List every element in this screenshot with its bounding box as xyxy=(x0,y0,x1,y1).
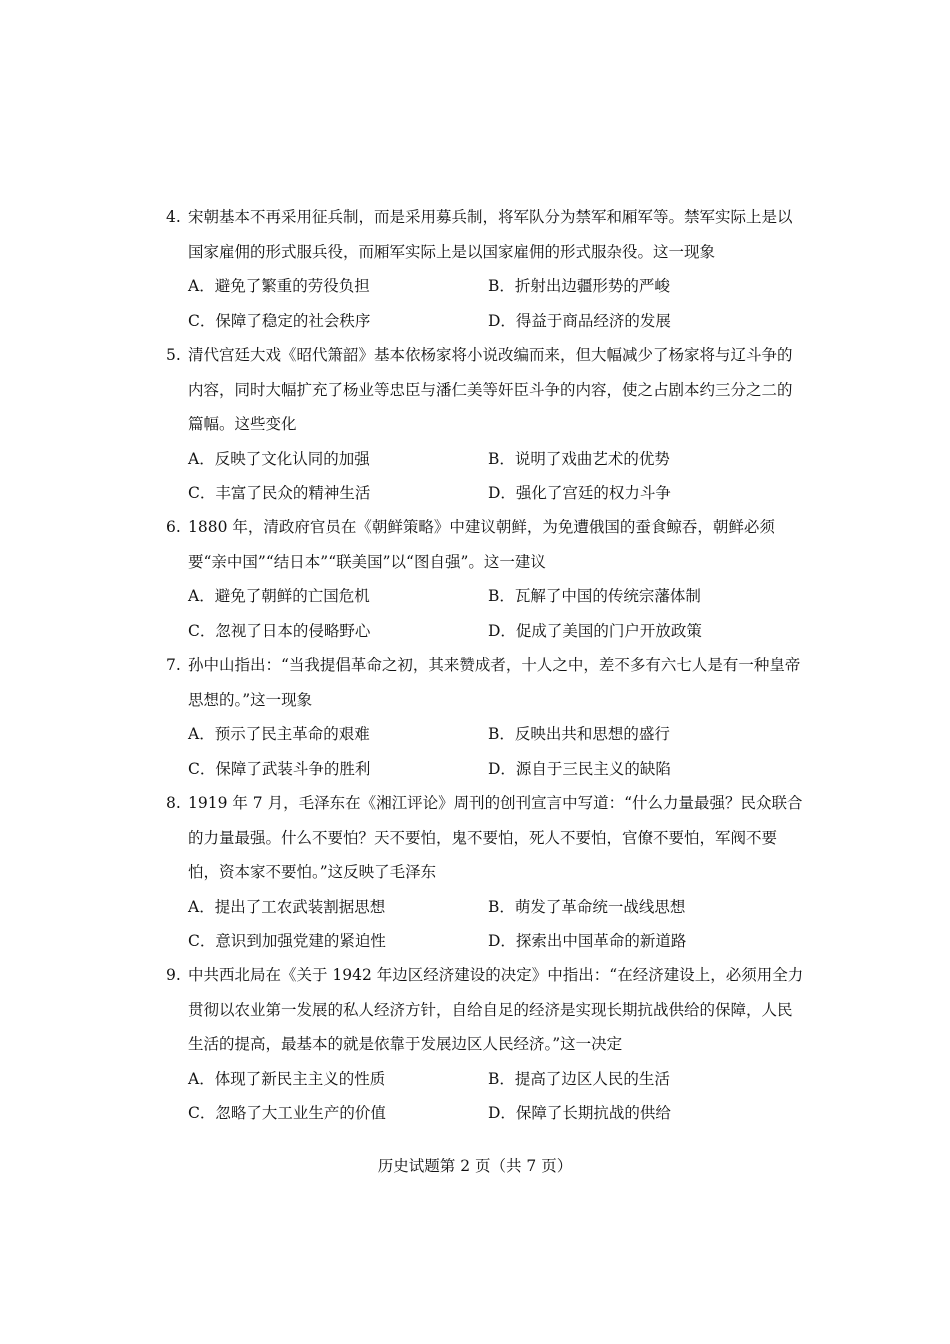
option-a: A．反映了文化认同的加强 xyxy=(188,449,370,468)
options xyxy=(188,1062,806,1131)
option-c: C．意识到加强党建的紧迫性 xyxy=(188,932,386,950)
question-4 xyxy=(166,200,806,338)
option-c: C．忽略了大工业生产的价值 xyxy=(188,1104,386,1122)
question-stem: 1919 年 7 月，毛泽东在《湘江评论》周刊的创刊宣言中写道：“什么力量最强？民众联合的力量最强。什么不要怕？天不要怕，鬼不要怕，死人不要怕，官僚不要怕，军阀不要怕，资本家不要怕。”这反映了毛泽东 xyxy=(188,794,803,881)
option-d: D．强化了宫廷的权力斗争 xyxy=(488,484,671,502)
option-d: D．促成了美国的门户开放政策 xyxy=(488,621,702,640)
option-b: B．折射出边疆形势的严峻 xyxy=(488,277,670,295)
option-c: C．丰富了民众的精神生活 xyxy=(188,484,371,502)
question-stem: 孙中山指出：“当我提倡革命之初，其来赞成者，十人之中，差不多有六七人是有一种皇帝思想的。”这一现象 xyxy=(188,656,801,709)
option-a: A．避免了繁重的劳役负担 xyxy=(188,277,370,295)
question-stem: 中共西北局在《关于 1942 年边区经济建设的决定》中指出：“在经济建设上，必须用全力贯彻以农业第一发展的私人经济方针，自给自足的经济是实现长期抗战供给的保障，人民生活的提高，最基本的就是依靠于发展边区人民经济。”这一决定 xyxy=(188,966,804,1053)
option-b: B．反映出共和思想的盛行 xyxy=(488,725,670,743)
question-stem: 宋朝基本不再采用征兵制，而是采用募兵制，将军队分为禁军和厢军等。禁军实际上是以国家雇佣的形式服兵役，而厢军实际上是以国家雇佣的形式服杂役。这一现象 xyxy=(188,208,793,261)
option-d: D．得益于商品经济的发展 xyxy=(488,311,671,330)
option-a: A．体现了新民主主义的性质 xyxy=(188,1069,386,1088)
option-c: C．保障了武装斗争的胜利 xyxy=(188,759,371,778)
option-d: D．保障了长期抗战的供给 xyxy=(488,1104,671,1122)
question-number: 6. xyxy=(166,518,181,536)
option-a: A．预示了民主革命的艰难 xyxy=(188,725,370,743)
option-b: B．说明了戏曲艺术的优势 xyxy=(488,449,670,468)
option-c: C．保障了稳定的社会秩序 xyxy=(188,311,371,330)
question-number: 8. xyxy=(166,794,181,812)
question-stem: 1880 年，清政府官员在《朝鲜策略》中建议朝鲜，为免遭俄国的蚕食鲸吞，朝鲜必须要“亲中国”“结日本”“联美国”以“图自强”。这一建议 xyxy=(188,518,775,571)
option-c: C．忽视了日本的侵略野心 xyxy=(188,621,371,640)
options xyxy=(188,890,806,959)
options xyxy=(188,717,806,786)
question-6 xyxy=(166,510,806,648)
options xyxy=(188,579,806,648)
option-a: A．提出了工农武装割据思想 xyxy=(188,897,386,916)
option-b: B．萌发了革命统一战线思想 xyxy=(488,897,686,916)
question-number: 9. xyxy=(166,966,181,984)
option-a: A．避免了朝鲜的亡国危机 xyxy=(188,587,370,605)
option-b: B．提高了边区人民的生活 xyxy=(488,1069,670,1088)
question-5 xyxy=(166,338,806,511)
option-d: D．源自于三民主义的缺陷 xyxy=(488,759,671,778)
question-9 xyxy=(166,958,806,1131)
options xyxy=(188,442,806,511)
options xyxy=(188,269,806,338)
question-number: 5. xyxy=(166,346,181,364)
question-8 xyxy=(166,786,806,959)
question-stem: 清代宫廷大戏《昭代箫韶》基本依杨家将小说改编而来，但大幅减少了杨家将与辽斗争的内容，同时大幅扩充了杨业等忠臣与潘仁美等奸臣斗争的内容，使之占剧本约三分之二的篇幅。这些变化 xyxy=(188,346,793,433)
question-number: 7. xyxy=(166,656,181,674)
option-b: B．瓦解了中国的传统宗藩体制 xyxy=(488,587,701,605)
option-d: D．探索出中国革命的新道路 xyxy=(488,932,687,950)
question-7 xyxy=(166,648,806,786)
question-number: 4. xyxy=(166,208,181,226)
page-footer: 历史试题第 2 页（共 7 页） xyxy=(377,1157,573,1175)
